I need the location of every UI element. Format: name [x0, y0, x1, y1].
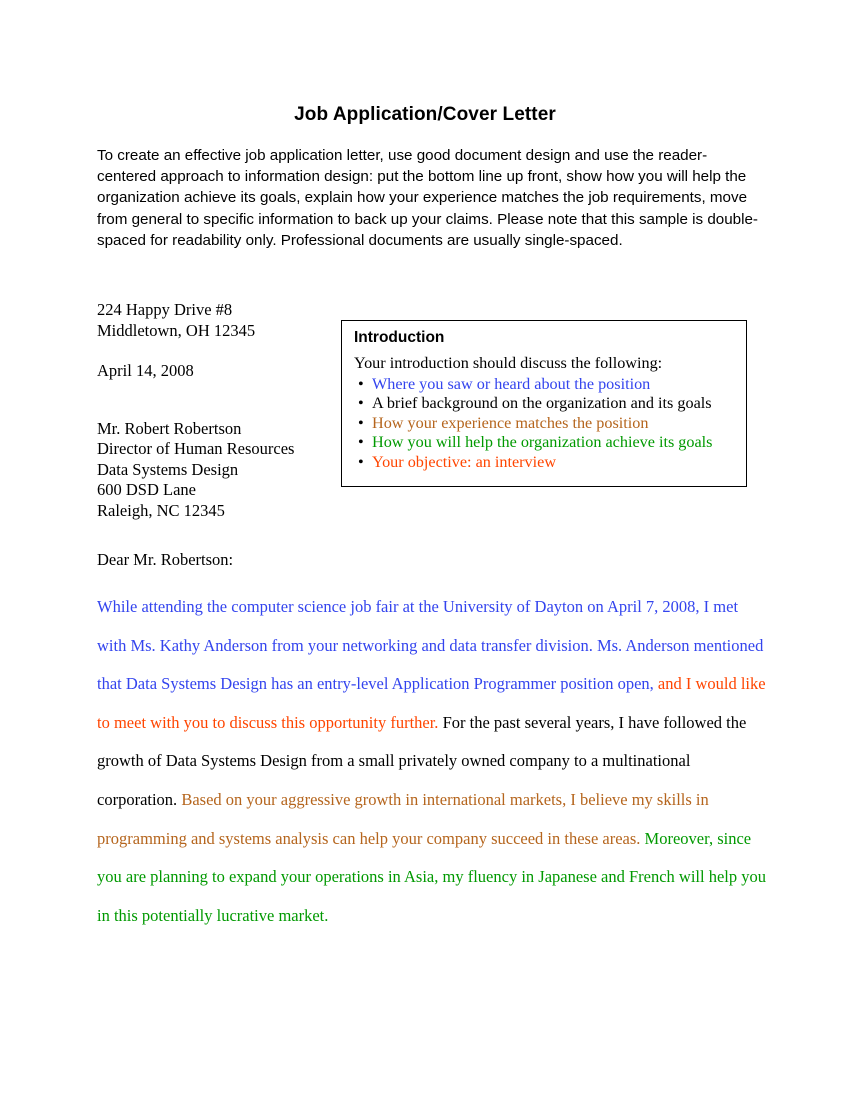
recipient-job-title: Director of Human Resources — [97, 439, 295, 458]
letter-text-segment: Based on your aggressive growth in international markets, I believe my skills in programming and systems analysis can help your company succeed in these areas. — [97, 789, 709, 848]
recipient-name: Mr. Robert Robertson — [97, 418, 242, 438]
callout-heading: Introduction — [354, 329, 445, 346]
letter-text-segment: For the past several years, I have followed the growth of Data Systems Design from a small privately owned company to a multinational corporation. — [97, 712, 747, 809]
letter-body — [97, 588, 767, 935]
spacer-before-date — [97, 341, 347, 361]
recipient-city-state-zip: Raleigh, NC 12345 — [97, 500, 225, 520]
recipient-address — [97, 419, 347, 522]
letter-text-segment: Moreover, since you are planning to expand your operations in Asia, my fluency in Japanese and French will help you in this potentially lucrative market. — [97, 828, 767, 925]
letter-paragraph — [97, 588, 767, 935]
sender-street: 224 Happy Drive #8 — [97, 300, 233, 319]
callout-bullet-item — [358, 394, 712, 413]
callout-bullet-item — [358, 375, 712, 394]
recipient-street: 600 DSD Lane — [97, 480, 196, 499]
letter-salutation: Dear Mr. Robertson: — [97, 550, 234, 569]
bullet-icon: • — [358, 433, 364, 452]
callout-bullet-label: A brief background on the organization and its goals — [372, 394, 712, 413]
callout-bullet-label: How you will help the organization achieve its goals — [372, 433, 713, 452]
callout-bullet-label: Where you saw or heard about the position — [372, 375, 651, 393]
letter-text-segment: and I would like to meet with you to discuss this opportunity further. — [97, 674, 766, 732]
bullet-icon: • — [358, 394, 364, 413]
date-text: April 14, 2008 — [97, 361, 194, 380]
callout-bullet-label: How your experience matches the position — [372, 413, 649, 432]
bullet-icon: • — [358, 452, 364, 471]
bullet-icon: • — [358, 375, 364, 393]
callout-bullet-item — [358, 414, 712, 433]
bullet-icon: • — [358, 413, 364, 432]
callout-lead-text: Your introduction should discuss the following: — [354, 354, 663, 372]
letter-text-segment: While attending the computer science job fair at the University of Dayton on April 7, 2008, I met with Ms. Kathy Anderson from your networking and data transfer division. Ms. Anderson mentioned that Data Systems Design has an entry-level Application Programmer position open, — [97, 597, 764, 694]
letter-date — [97, 361, 347, 382]
spacer-before-recipient — [97, 382, 347, 419]
sender-address — [97, 300, 347, 341]
introduction-callout-box — [341, 320, 747, 487]
page-title: Job Application/Cover Letter — [294, 104, 556, 125]
instructional-note: To create an effective job application letter, use good document design and use the reader-centered approach to information design: put the bottom line up front, show how you will help the organization achieve its goals, explain how your experience matches the job requirements, move from general to specific information to back up your claims. Please note that this sample is double-spaced for readability only. Professional documents are usually single-spaced. — [97, 147, 758, 249]
letter-heading-block — [97, 300, 347, 521]
recipient-company: Data Systems Design — [97, 459, 239, 479]
sender-city-state-zip: Middletown, OH 12345 — [97, 320, 256, 340]
callout-bullet-label: Your objective: an interview — [372, 452, 557, 471]
callout-bullet-item — [358, 453, 712, 472]
callout-bullet-item — [358, 433, 712, 452]
callout-bullet-list — [358, 375, 712, 472]
